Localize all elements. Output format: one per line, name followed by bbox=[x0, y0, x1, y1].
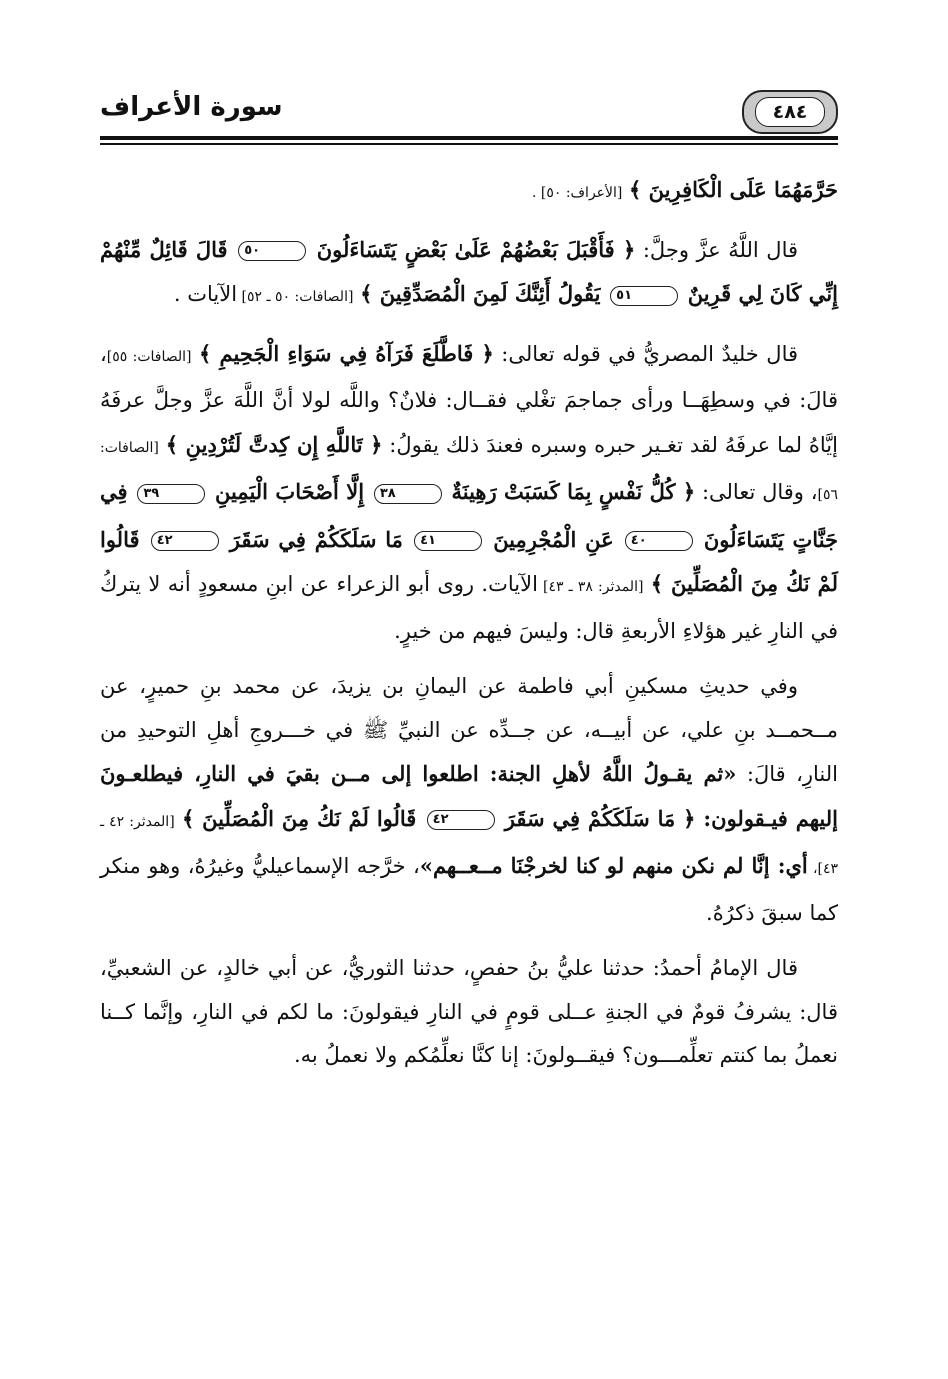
quran-text: عَنِ الْمُجْرِمِينَ bbox=[493, 526, 614, 552]
quran-text: ﴿ فَأَقْبَلَ بَعْضُهُمْ عَلَىٰ بَعْضٍ يَتَسَاءَلُونَ bbox=[316, 236, 636, 262]
body-text: ، قالَ: في وسطِهَــا ورأى جماجمَ تغْلي فقــال: فلانٌ؟ واللَّه لولا أنَّ اللَّهَ عزَّ وجلَّ عرفَهُ إيَّاهُ لما عرفَهُ لقد تغـير حبره وسبره فعندَ ذلك يقولُ: bbox=[100, 341, 838, 457]
quran-text: إِلَّا أَصْحَابَ الْيَمِينِ bbox=[214, 479, 365, 504]
page-number-badge bbox=[742, 90, 838, 134]
verse-number: ٥١ bbox=[610, 286, 678, 306]
body-text: قال خليدٌ المصريُّ في قوله تعالى: bbox=[493, 341, 799, 366]
verse-number: ٤٢ bbox=[151, 531, 219, 551]
quran-text: ﴿ تَاللَّهِ إِن كِدتَّ لَتُرْدِينِ ﴾ bbox=[165, 431, 383, 457]
quran-text: ﴿ كُلُّ نَفْسٍ بِمَا كَسَبَتْ رَهِينَةٌ bbox=[451, 479, 696, 504]
quran-text: مَا سَلَكَكُمْ فِي سَقَرَ bbox=[229, 526, 403, 552]
hadith-text: «ثم يقـولُ اللَّهُ لأهلِ الجنة: اطلعوا إلى مــن بقيَ في النارِ، فيطلعـونَ إليهم فيـقولون: bbox=[100, 761, 838, 831]
verse-number: ٤٠ bbox=[625, 531, 693, 551]
verse-number: ٣٨ bbox=[374, 484, 442, 504]
body-text: الآيات . bbox=[173, 282, 238, 306]
verse-number: ٤٢ bbox=[427, 810, 495, 830]
verse-number: ٣٩ bbox=[137, 484, 205, 504]
quran-text: قَالُوا لَمْ نَكُ مِنَ الْمُصَلِّينَ ﴾ bbox=[181, 805, 417, 831]
quran-text: قَالَ قَائِلٌ مِّنْهُمْ إِنِّي كَانَ لِي قَرِينٌ bbox=[100, 236, 838, 306]
quran-text: ﴿ مَا سَلَكَكُمْ فِي سَقَرَ bbox=[504, 805, 696, 831]
body-text: قال الإمامُ أحمدُ: حدثنا عليُّ بنُ حفصٍ، حدثنا الثوريُّ، عن أبي خالدٍ، عن الشعبيِّ، قال: يشرفُ قومٌ في الجنةِ عــلى قومٍ في النارِ فيقولونَ: ما لكم في النارِ، وإنَّما كــنا نعملُ بما كنتم تعلِّمـــون؟ فيقــولونَ: إنا كنَّا نعلِّمُكم ولا نعملُ به. bbox=[100, 956, 838, 1067]
page-body bbox=[100, 168, 838, 1090]
surah-title: سورة الأعراف bbox=[100, 92, 283, 122]
quran-text: ﴿ فَاطَّلَعَ فَرَآهُ فِي سَوَاءِ الْجَحِيمِ ﴾ bbox=[199, 340, 494, 366]
citation-ref: [الصافات: ٥٥] bbox=[106, 348, 192, 365]
citation-ref: [الأعراف: ٥٠] . bbox=[531, 185, 623, 201]
header-rule-thick bbox=[100, 136, 838, 140]
citation-ref: [الصافات: ٥٦] bbox=[100, 439, 838, 503]
header-rule-thin bbox=[100, 143, 838, 145]
citation-ref: [الصافات: ٥٠ ـ ٥٢] bbox=[237, 289, 354, 305]
page-number: ٤٨٤ bbox=[772, 101, 808, 123]
body-text: ، خرَّجه الإسماعيليُّ وغيرُهُ، وهو منكر كما سبقَ ذكرُهُ. bbox=[100, 854, 838, 925]
paragraph bbox=[100, 228, 838, 320]
paragraph bbox=[100, 665, 838, 935]
quran-text: يَقُولُ أَئِنَّكَ لَمِنَ الْمُصَدِّقِينَ ﴾ bbox=[360, 281, 601, 306]
body-text: الآيات. روى أبو الزعراء عن ابنِ مسعودٍ أنه لا يتركُ في النارِ غير هؤلاءِ الأربعةِ قال: وليسَ فيهم من خيرٍ. bbox=[100, 572, 838, 643]
body-text: وفي حديثِ مسكينِ أبي فاطمة عن اليمانِ بن يزيدَ، عن محمد بنِ حميرٍ، عن مــحمــد بنِ علي، عن أبيــه، عن جــدِّه عن النبيِّ ﷺ في خـــروجِ أهلِ التوحيدِ من النارِ، قالَ: bbox=[100, 674, 838, 786]
quran-text: فِي جَنَّاتٍ يَتَسَاءَلُونَ bbox=[100, 479, 839, 552]
quran-text: قَالُوا لَمْ نَكُ مِنَ الْمُصَلِّينَ ﴾ bbox=[100, 526, 838, 596]
paragraph bbox=[100, 947, 838, 1078]
citation-ref: [المدثر: ٤٢ ـ ٤٣]، bbox=[100, 813, 838, 877]
body-text: قال اللَّهُ عزَّ وجلَّ: bbox=[635, 237, 799, 262]
verse-number: ٥٠ bbox=[238, 241, 306, 261]
verse-number: ٤١ bbox=[414, 531, 482, 551]
page-header bbox=[100, 88, 838, 140]
citation-ref: [المدثر: ٣٨ ـ ٤٣] bbox=[537, 579, 644, 595]
quran-text: حَرَّمَهُمَا عَلَى الْكَافِرِينَ ﴾ bbox=[629, 177, 838, 202]
body-text: ، وقال تعالى: bbox=[695, 480, 818, 504]
paragraph bbox=[100, 168, 838, 216]
hadith-text: أي: إنَّا لم نكن منهم لو كنا لخرجْنَا مــعــهم» bbox=[419, 853, 808, 878]
paragraph bbox=[100, 332, 838, 654]
